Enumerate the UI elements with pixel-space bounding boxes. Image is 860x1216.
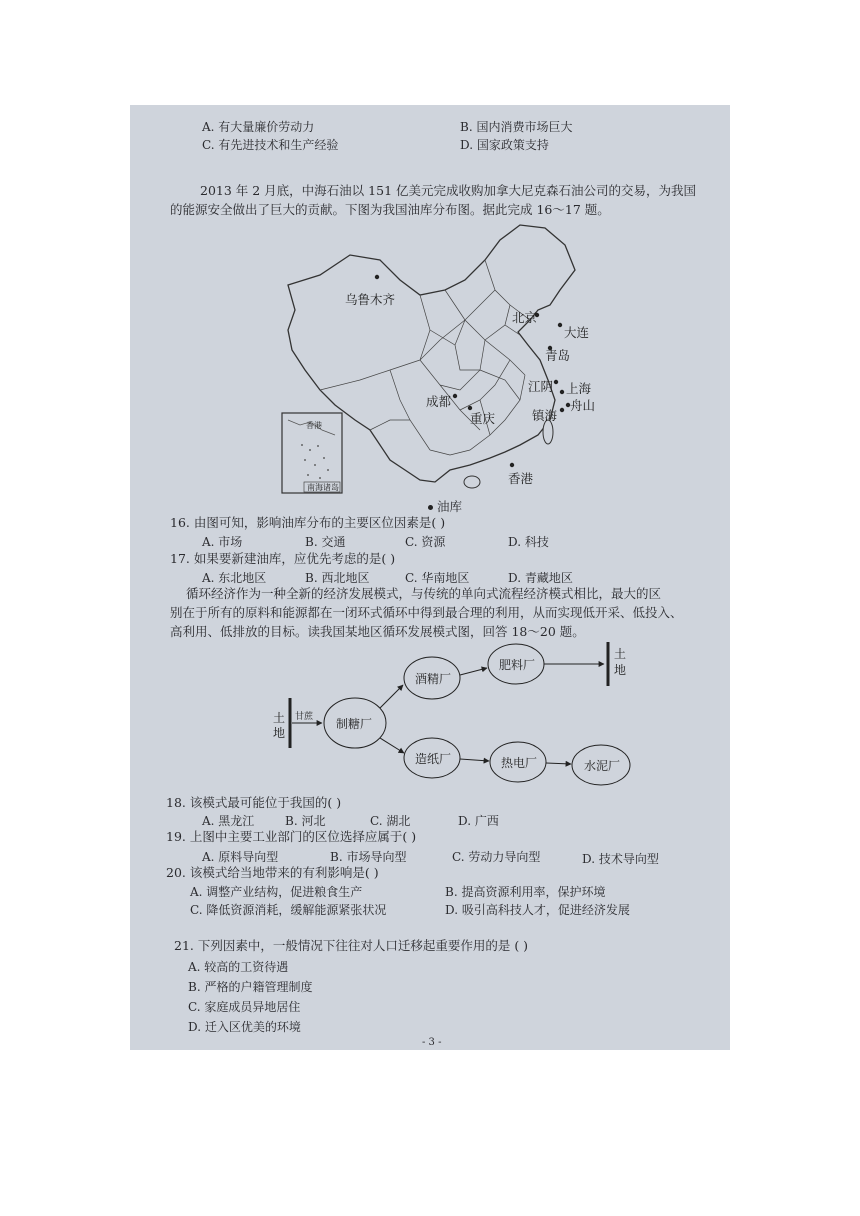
q21-option-b: B. 严格的户籍管理制度 bbox=[188, 980, 313, 994]
q20-option-b: B. 提高资源利用率，保护环境 bbox=[445, 885, 606, 899]
q17-option-d: D. 青藏地区 bbox=[508, 571, 573, 585]
hainan bbox=[464, 476, 480, 488]
city-hongkong bbox=[508, 463, 534, 486]
alcohol-factory-node bbox=[404, 657, 460, 699]
q19-option-c: C. 劳动力导向型 bbox=[452, 850, 541, 864]
passage1-line2: 的能源安全做出了巨大的贡献。下图为我国油库分布图。据此完成 16～17 题。 bbox=[170, 202, 610, 217]
taiwan bbox=[543, 420, 553, 444]
q17-option-b: B. 西北地区 bbox=[305, 571, 370, 585]
depot-dot-icon bbox=[428, 505, 433, 510]
power-plant-node bbox=[490, 742, 546, 782]
passage1-line1: 2013 年 2 月底，中海石油以 151 亿美元完成收购加拿大尼克森石油公司的交易，为我国 bbox=[200, 183, 696, 198]
svg-text:重庆: 重庆 bbox=[470, 411, 496, 426]
svg-text:舟山: 舟山 bbox=[570, 398, 596, 413]
sugarcane-label: 甘蔗 bbox=[295, 712, 314, 722]
china-oil-depot-map bbox=[280, 220, 600, 510]
fertilizer-factory-node bbox=[488, 644, 544, 684]
passage2-line3: 高利用、低排放的目标。读我国某地区循环发展模式图，回答 18～20 题。 bbox=[170, 624, 585, 639]
map-legend-label: 油库 bbox=[437, 499, 463, 514]
map-legend bbox=[428, 499, 462, 515]
land-right-2: 地 bbox=[614, 663, 627, 677]
q18-option-a: A. 黑龙江 bbox=[202, 814, 255, 828]
q19-option-d: D. 技术导向型 bbox=[582, 852, 659, 866]
q20-option-c: C. 降低资源消耗，缓解能源紧张状况 bbox=[190, 903, 387, 917]
cement-factory-node bbox=[572, 745, 630, 785]
q16-option-d: D. 科技 bbox=[508, 535, 549, 549]
city-zhoushan bbox=[566, 398, 595, 413]
city-beijing bbox=[512, 310, 539, 325]
q18-stem: 18. 该模式最可能位于我国的( ) bbox=[166, 795, 342, 810]
exam-page bbox=[130, 105, 730, 1050]
q21-option-c: C. 家庭成员异地居住 bbox=[188, 1000, 301, 1014]
svg-text:成都: 成都 bbox=[426, 394, 452, 409]
svg-text:水泥厂: 水泥厂 bbox=[584, 759, 621, 773]
svg-text:香港: 香港 bbox=[508, 471, 534, 486]
svg-text:乌鲁木齐: 乌鲁木齐 bbox=[345, 292, 396, 307]
svg-text:酒精厂: 酒精厂 bbox=[415, 672, 452, 686]
svg-text:上海: 上海 bbox=[566, 381, 592, 396]
q17-stem: 17. 如果要新建油库，应优先考虑的是( ) bbox=[170, 551, 396, 566]
inset-bottom-label: 南海诸岛 bbox=[307, 483, 339, 492]
land-right-1: 土 bbox=[614, 647, 627, 661]
paper-factory-node bbox=[404, 738, 460, 778]
q18-option-b: B. 河北 bbox=[285, 814, 326, 828]
passage2-line1: 循环经济作为一种全新的经济发展模式，与传统的单向式流程经济模式相比，最大的区 bbox=[186, 586, 662, 601]
passage2-line2: 别在于所有的原料和能源都在一闭环式循环中得到最合理的利用，从而实现低开采、低投入、 bbox=[170, 605, 683, 620]
q16-option-c: C. 资源 bbox=[405, 535, 446, 549]
svg-text:造纸厂: 造纸厂 bbox=[415, 752, 452, 766]
q16-option-b: B. 交通 bbox=[305, 535, 346, 549]
q17-option-a: A. 东北地区 bbox=[202, 571, 267, 585]
svg-text:江阴: 江阴 bbox=[528, 379, 554, 394]
q15-option-c: C. 有先进技术和生产经验 bbox=[202, 138, 339, 152]
page-number: - 3 - bbox=[422, 1037, 442, 1048]
sugar-factory-node bbox=[324, 698, 386, 748]
q18-option-c: C. 湖北 bbox=[370, 814, 411, 828]
svg-text:热电厂: 热电厂 bbox=[501, 756, 538, 770]
city-jiangyin bbox=[528, 379, 558, 394]
q15-option-d: D. 国家政策支持 bbox=[460, 138, 549, 152]
q20-option-d: D. 吸引高科技人才，促进经济发展 bbox=[445, 903, 630, 917]
q16-option-a: A. 市场 bbox=[202, 535, 243, 549]
svg-text:青岛: 青岛 bbox=[545, 348, 571, 363]
q19-option-a: A. 原料导向型 bbox=[202, 850, 279, 864]
q17-option-c: C. 华南地区 bbox=[405, 571, 470, 585]
city-zhenhai bbox=[532, 408, 564, 423]
land-left-1: 土 bbox=[273, 711, 286, 725]
q21-option-d: D. 迁入区优美的环境 bbox=[188, 1020, 301, 1034]
q15-option-a: A. 有大量廉价劳动力 bbox=[202, 120, 315, 134]
inset-top-label: 香港 bbox=[306, 421, 322, 430]
svg-text:制糖厂: 制糖厂 bbox=[336, 717, 373, 731]
land-left-2: 地 bbox=[273, 726, 286, 740]
svg-text:北京: 北京 bbox=[512, 310, 538, 325]
svg-text:大连: 大连 bbox=[564, 325, 590, 340]
q18-option-d: D. 广西 bbox=[458, 814, 499, 828]
q15-option-b: B. 国内消费市场巨大 bbox=[460, 120, 573, 134]
q19-option-b: B. 市场导向型 bbox=[330, 850, 407, 864]
q20-stem: 20. 该模式给当地带来的有利影响是( ) bbox=[166, 865, 379, 880]
city-qingdao bbox=[545, 346, 570, 363]
city-dalian bbox=[558, 323, 590, 340]
q16-stem: 16. 由图可知，影响油库分布的主要区位因素是( ) bbox=[170, 515, 446, 530]
q19-stem: 19. 上图中主要工业部门的区位选择应属于( ) bbox=[166, 829, 417, 844]
city-shanghai bbox=[560, 381, 592, 396]
circular-economy-diagram bbox=[270, 640, 650, 790]
svg-text:镇海: 镇海 bbox=[532, 408, 558, 423]
q21-stem: 21. 下列因素中，一般情况下往往对人口迁移起重要作用的是 ( ) bbox=[174, 938, 529, 953]
q21-option-a: A. 较高的工资待遇 bbox=[188, 960, 289, 974]
q20-option-a: A. 调整产业结构，促进粮食生产 bbox=[190, 885, 363, 899]
svg-text:肥料厂: 肥料厂 bbox=[499, 658, 536, 672]
